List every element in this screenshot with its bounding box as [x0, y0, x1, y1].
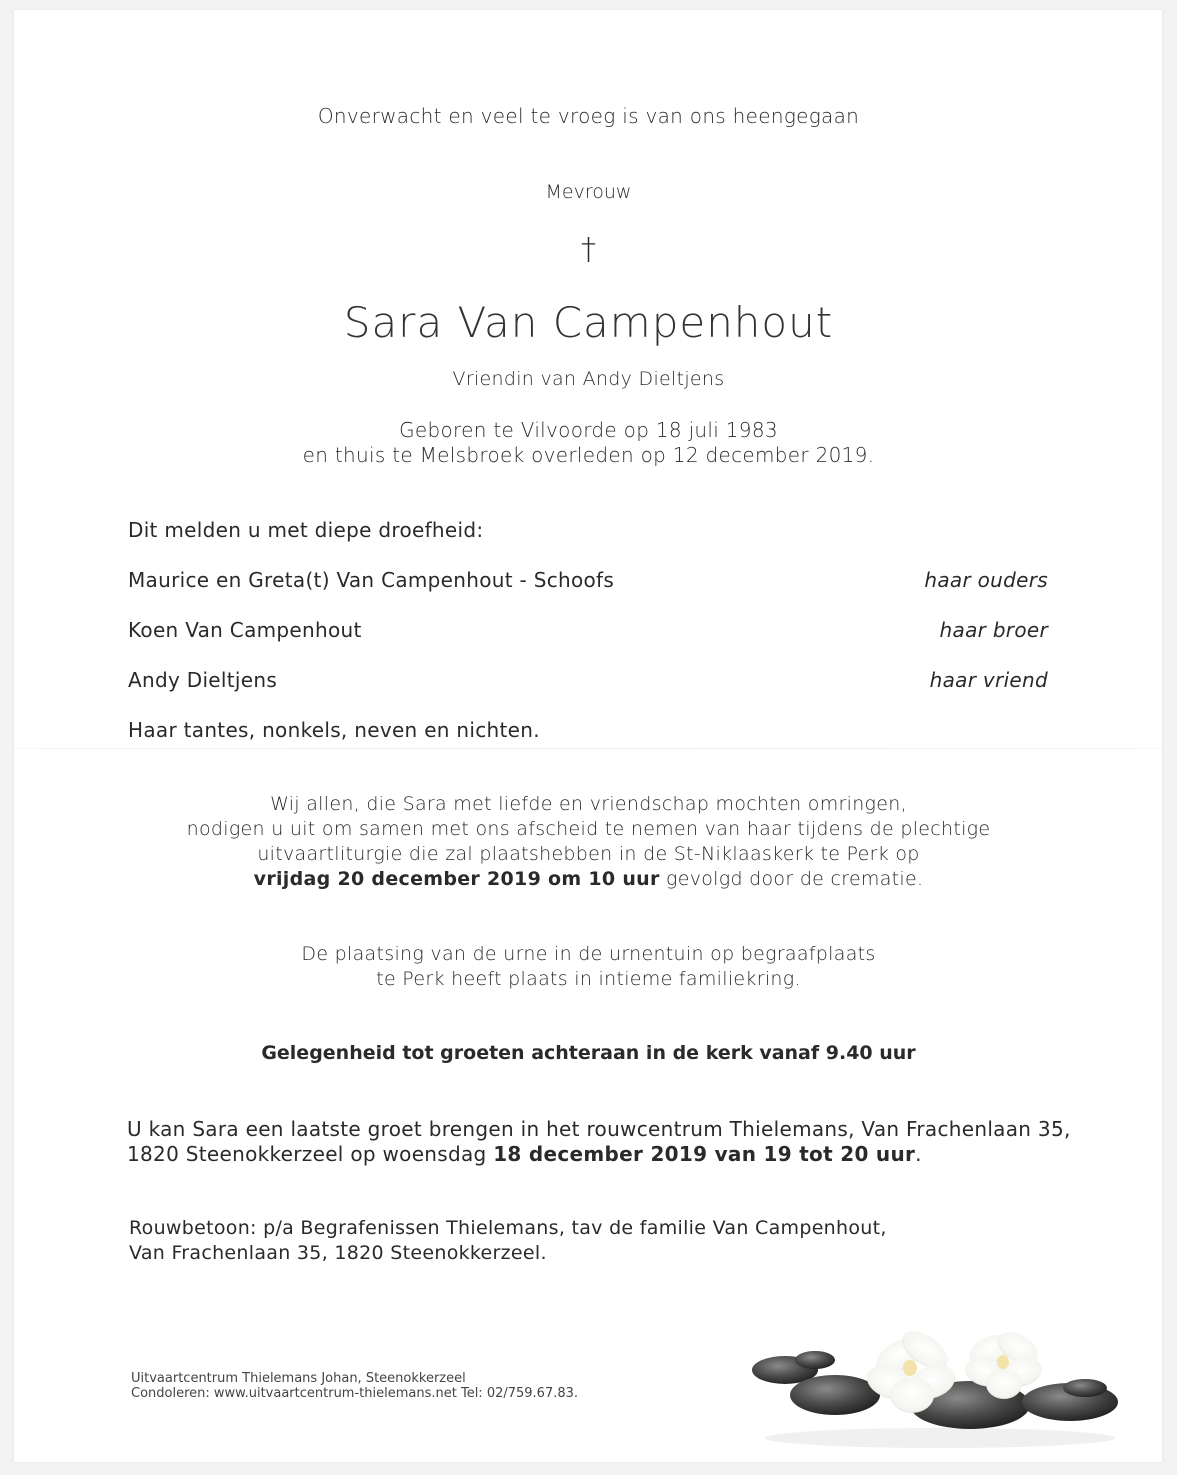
urn-line-1: De plaatsing van de urne in de urnentuin op begraafplaats — [301, 943, 876, 965]
stone-shape — [790, 1375, 880, 1415]
relation-line: Vriendin van Andy Dieltjens — [452, 368, 725, 390]
birth-line: Geboren te Vilvoorde op 18 juli 1983 — [399, 418, 778, 442]
stone-shape — [795, 1351, 835, 1369]
ceremony-line-1: Wij allen, die Sara met liefde en vriendschap mochten omringen, — [270, 793, 907, 815]
greeting-line: Gelegenheid tot groeten achteraan in de kerk vanaf 9.40 uur — [261, 1042, 916, 1064]
visit-place: 1820 Steenokkerzeel op woensdag — [127, 1142, 494, 1166]
visit-datetime: 18 december 2019 van 19 tot 20 uur — [493, 1142, 916, 1166]
condolence-line-2: Van Frachenlaan 35, 1820 Steenokkerzeel. — [129, 1242, 547, 1264]
cross-symbol: † — [581, 232, 596, 267]
family-member-name: Andy Dieltjens — [128, 668, 278, 692]
fold-line — [14, 748, 1162, 749]
honorific: Mevrouw — [545, 181, 632, 203]
ceremony-line-4 — [0, 868, 1177, 890]
ceremony-followup: gevolgd door de crematie. — [659, 868, 924, 890]
visit-line-1: U kan Sara een laatste groet brengen in het rouwcentrum Thielemans, Van Frachenlaan 35, — [127, 1117, 1071, 1141]
family-member-name: Koen Van Campenhout — [128, 618, 362, 642]
family-member-role: haar ouders — [924, 568, 1048, 592]
ceremony-line-3: uitvaartliturgie die zal plaatshebben in de St-Niklaaskerk te Perk op — [257, 843, 920, 865]
stones-orchid-illustration — [740, 1310, 1140, 1455]
intro-text: Onverwacht en veel te vroeg is van ons heengegaan — [317, 104, 860, 128]
visit-period: . — [915, 1142, 922, 1166]
family-member-role: haar broer — [939, 618, 1048, 642]
urn-line-2: te Perk heeft plaats in intieme familiekring. — [376, 968, 801, 990]
footer-line-1: Uitvaartcentrum Thielemans Johan, Steenokkerzeel — [131, 1371, 466, 1386]
family-intro: Dit melden u met diepe droefheid: — [128, 518, 484, 542]
footer-line-2: Condoleren: www.uitvaartcentrum-thielemans.net Tel: 02/759.67.83. — [131, 1386, 579, 1401]
death-line: en thuis te Melsbroek overleden op 12 december 2019. — [302, 443, 875, 467]
ceremony-line-2: nodigen u uit om samen met ons afscheid te nemen van haar tijdens de plechtige — [186, 818, 991, 840]
deceased-name: Sara Van Campenhout — [343, 298, 834, 347]
condolence-line-1: Rouwbetoon: p/a Begrafenissen Thielemans, tav de familie Van Campenhout, — [129, 1217, 887, 1239]
family-closing: Haar tantes, nonkels, neven en nichten. — [128, 718, 540, 742]
family-member-role: haar vriend — [929, 668, 1048, 692]
visit-line-2 — [127, 1142, 922, 1166]
stone-shape — [1063, 1379, 1107, 1397]
family-member-name: Maurice en Greta(t) Van Campenhout - Schoofs — [128, 568, 615, 592]
ceremony-date: vrijdag 20 december 2019 om 10 uur — [253, 868, 660, 890]
